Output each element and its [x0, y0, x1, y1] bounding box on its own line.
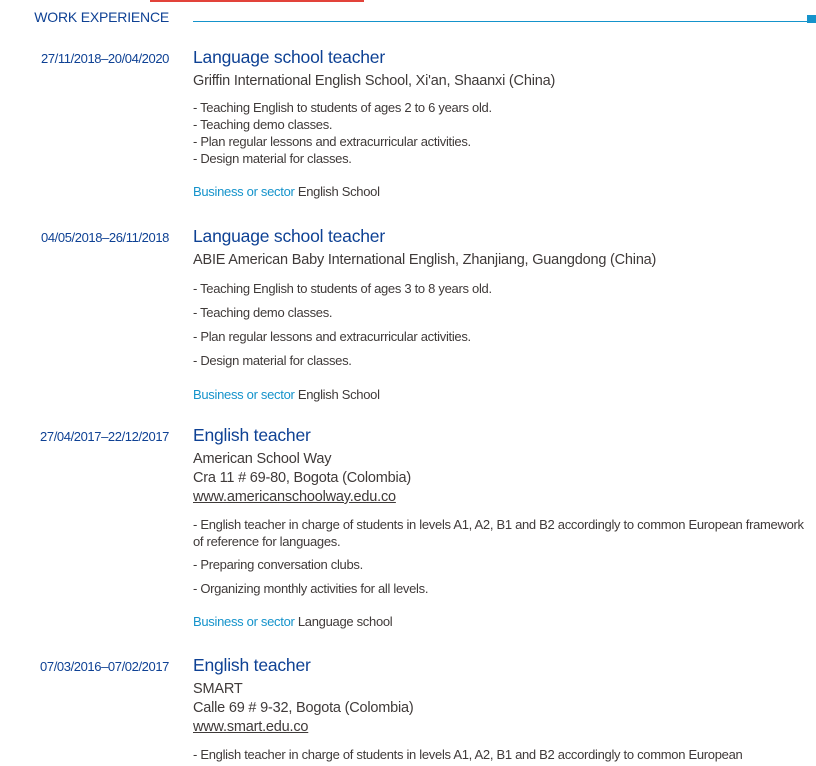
duty-item: - Design material for classes.	[193, 151, 352, 166]
duty-item: - Teaching English to students of ages 2 to 6 years old.	[193, 100, 492, 115]
section-rule	[193, 21, 807, 22]
section-marker	[807, 15, 816, 23]
duties-list	[193, 99, 816, 167]
entry-details	[193, 225, 816, 403]
employer: Griffin International English School, Xi'an, Shaanxi (China)	[193, 73, 556, 89]
business-sector	[193, 613, 816, 630]
duty-item: - Plan regular lessons and extracurricular activities.	[193, 134, 471, 149]
entry-dates: 27/04/2017–22/12/2017	[40, 429, 169, 444]
section-header	[0, 0, 816, 30]
duty-item: - Teaching demo classes.	[193, 117, 333, 132]
employer-address: Cra 11 # 69-80, Bogota (Colombia)	[193, 470, 412, 486]
job-title: English teacher	[193, 425, 311, 445]
sector-label: Business or sector	[193, 387, 295, 402]
business-sector	[193, 386, 816, 403]
job-title: Language school teacher	[193, 47, 385, 67]
section-title: WORK EXPERIENCE	[34, 9, 169, 25]
sector-value: Language school	[297, 614, 393, 629]
business-sector	[193, 183, 816, 200]
employer-name: American School Way	[193, 451, 332, 467]
job-title: Language school teacher	[193, 226, 385, 246]
entry-dates: 27/11/2018–20/04/2020	[41, 51, 169, 66]
duty-item: - Teaching English to students of ages 3 to 8 years old.	[193, 281, 492, 296]
duties-list	[193, 746, 816, 763]
duty-item: - English teacher in charge of students in levels A1, A2, B1 and B2 accordingly to common European framework of reference for languages.	[193, 517, 804, 549]
sector-label: Business or sector	[193, 184, 295, 199]
entry-details	[193, 654, 816, 763]
duty-item: - Preparing conversation clubs.	[193, 557, 363, 572]
sector-value: English School	[297, 184, 380, 199]
entry-dates: 04/05/2018–26/11/2018	[41, 230, 169, 245]
sector-value: English School	[297, 387, 380, 402]
entry-details	[193, 46, 816, 200]
duty-item: - Plan regular lessons and extracurricular activities.	[193, 329, 471, 344]
duty-item: - English teacher in charge of students in levels A1, A2, B1 and B2 accordingly to common European	[193, 747, 743, 762]
employer-name: SMART	[193, 681, 243, 697]
job-title: English teacher	[193, 655, 311, 675]
employer-website-link[interactable]: www.smart.edu.co	[193, 719, 309, 735]
duties-list	[193, 516, 816, 597]
employer: ABIE American Baby International English, Zhanjiang, Guangdong (China)	[193, 252, 657, 268]
entry-details	[193, 424, 816, 630]
duty-item: - Teaching demo classes.	[193, 305, 333, 320]
duty-item: - Organizing monthly activities for all levels.	[193, 581, 429, 596]
duties-list	[193, 277, 816, 373]
duty-item: - Design material for classes.	[193, 353, 352, 368]
employer-website-link[interactable]: www.americanschoolway.edu.co	[193, 489, 396, 505]
entry-dates: 07/03/2016–07/02/2017	[40, 659, 169, 674]
sector-label: Business or sector	[193, 614, 295, 629]
employer-address: Calle 69 # 9-32, Bogota (Colombia)	[193, 700, 414, 716]
